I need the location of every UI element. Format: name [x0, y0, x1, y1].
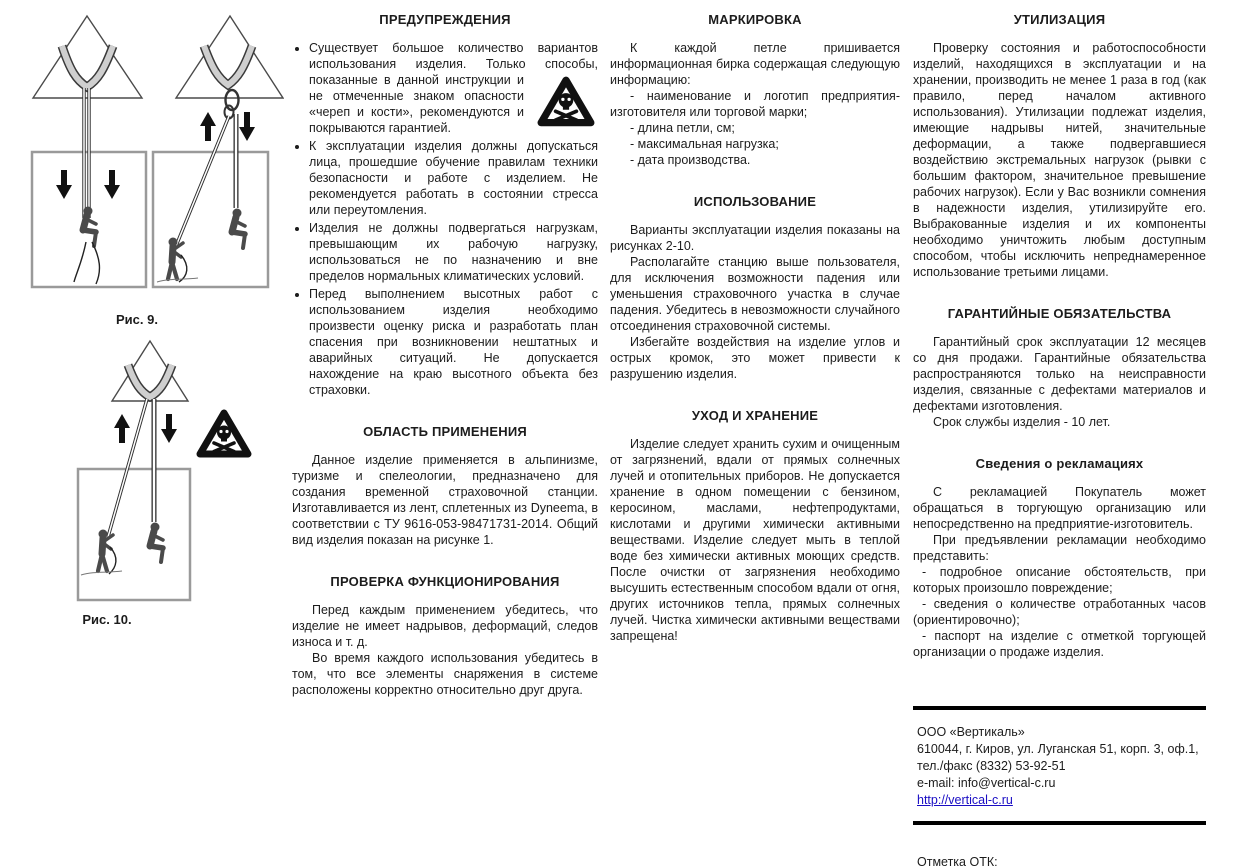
- care-text: Изделие следует хранить сухим и очищенным от загрязнений, вдали от прямых солнечных лучей и отопительных приборов. Не допускается хранение в одном помещении с бензином, керосином, маслами, нефтепродуктами, кислотами и другими химически активными веществами. Изделие следует мыть в теплой воде без химически активных моющих средств. После очистки от загрязнения необходимо высушить естественным способом вдали от огня, других источников тепла, прямых солнечных лучей. Чистка химически активными веществами запрещена!: [610, 437, 900, 643]
- company-email: e-mail: info@vertical-c.ru: [917, 776, 1056, 790]
- application-section: [292, 424, 598, 548]
- down-arrow-icon: [161, 414, 177, 443]
- function-check-text: Перед каждым применением убедитесь, что изделие не имеет надрывов, деформаций, следов износа и т. д.: [292, 603, 598, 649]
- warnings-list: [292, 40, 598, 398]
- disposal-text: Проверку состояния и работоспособности изделий, находящихся в эксплуатации и на хранении, производить не менее 1 раза в год (как правило, перед началом активного использования). Утилизации подлежат изделия, имеющие надрывы нитей, значительные деформации, а также подвергавшиеся воздействию экстремальных нагрузок (рывки с большим фактором, значительное превышение рабочих нагрузок). Если у Вас возникли сомнения в надежности изделия, утилизируйте его. Выбракованные изделия и их компоненты необходимо уничтожить любым доступным способом, чтобы исключить непреднамеренное использование третьими лицами.: [913, 41, 1206, 279]
- down-arrow-icon: [239, 112, 255, 141]
- function-check-text: Во время каждого использования убедитесь в том, что все элементы снаряжения в системе расположены корректно относительно друг друга.: [292, 651, 598, 697]
- claims-text: С рекламацией Покупатель может обращаться в торгующую организацию или непосредственно на предприятие-изготовитель.: [913, 485, 1206, 531]
- company-name: ООО «Вертикаль»: [917, 725, 1025, 739]
- figure-9-illustration: [18, 8, 284, 303]
- marking-item: - наименование и логотип предприятия-изготовителя или торговой марки;: [610, 89, 900, 119]
- skull-crossbones-icon: [534, 74, 598, 132]
- application-text: Данное изделие применяется в альпинизме, туризме и спелеологии, предназначено для создания временной страховочной станции. Изготавливается из лент, сплетенных из Dyneema, в соответствии с ТУ 9616-053-98471731-2014. Общий вид изделия показан на рисунке 1.: [292, 453, 598, 547]
- figure-9: [18, 8, 286, 327]
- warranty-section: [913, 306, 1206, 430]
- function-check-heading: ПРОВЕРКА ФУНКЦИОНИРОВАНИЯ: [330, 574, 560, 589]
- disposal-column: [913, 8, 1206, 866]
- divider-rule-bottom: [913, 821, 1206, 825]
- warnings-heading: ПРЕДУПРЕЖДЕНИЯ: [379, 12, 511, 27]
- application-heading: ОБЛАСТЬ ПРИМЕНЕНИЯ: [363, 424, 527, 439]
- figure-10: [18, 337, 286, 627]
- marking-intro: К каждой петле пришивается информационная бирка содержащая следующую информацию:: [610, 41, 900, 87]
- up-arrow-icon: [114, 414, 130, 443]
- disposal-heading: УТИЛИЗАЦИЯ: [1013, 12, 1106, 27]
- warranty-text: Гарантийный срок эксплуатации 12 месяцев со дня продажи. Гарантийные обязательства распространяются только на неисправности изделия, связанные с дефектами материалов и дефектами изготовления.: [913, 335, 1206, 413]
- claims-section: [913, 456, 1206, 660]
- skull-crossbones-icon: [200, 413, 248, 454]
- claims-heading: Сведения о рекламациях: [975, 456, 1144, 471]
- marking-item: - длина петли, см;: [630, 121, 735, 135]
- claims-item: - сведения о количестве отработанных часов (ориентировочно);: [913, 597, 1206, 627]
- warranty-service-life: Срок службы изделия - 10 лет.: [933, 415, 1111, 429]
- company-phone: тел./факс (8332) 53-92-51: [917, 759, 1066, 773]
- company-address: 610044, г. Киров, ул. Луганская 51, корп. 3, оф.1,: [917, 742, 1199, 756]
- figure-9-caption: Рис. 9.: [116, 312, 158, 327]
- up-arrow-icon: [200, 112, 216, 141]
- care-heading: УХОД И ХРАНЕНИЕ: [691, 408, 819, 423]
- function-check-section: [292, 574, 598, 698]
- warnings-column: [292, 8, 598, 698]
- contact-block: [913, 706, 1206, 825]
- marking-item: - дата производства.: [630, 153, 751, 167]
- claims-item: - подробное описание обстоятельств, при которых произошло повреждение;: [913, 565, 1206, 595]
- website-link[interactable]: http://vertical-c.ru: [917, 793, 1013, 807]
- figure-10-illustration: [18, 337, 284, 605]
- care-section: [610, 408, 900, 644]
- figure-10-caption: Рис. 10.: [82, 612, 132, 627]
- marking-column: [610, 8, 900, 644]
- usage-text: Располагайте станцию выше пользователя, для исключения возможности падения или уменьшения страховочного участка в случае падения. Убедитесь в невозможности случайного отсоединения страховочной системы.: [610, 255, 900, 333]
- claims-item: - паспорт на изделие с отметкой торгующей организации о продаже изделия.: [913, 629, 1206, 659]
- usage-text: Варианты эксплуатации изделия показаны на рисунках 2-10.: [610, 223, 900, 253]
- warning-item: • Существует большое количество вариантов использования изделия. Только способы, показанные в данной инструкции и не отмеченные знаком опасности «череп и кости», рекомендуются и покрываются гарантией.: [309, 40, 598, 136]
- warning-item: • К эксплуатации изделия должны допускаться лица, прошедшие обучение правилам техники безопасности и работе с изделием. Не рекомендуется работать в состоянии стресса или переутомления.: [309, 138, 598, 218]
- warning-item: • Перед выполнением высотных работ с использованием изделия необходимо произвести оценку риска и разработать план спасения при возникновении нештатных и аварийных ситуаций. Не допускается нахождение на краю высотного объекта без страховки.: [309, 286, 598, 398]
- usage-section: [610, 194, 900, 382]
- figures-column: [18, 8, 286, 627]
- usage-text: Избегайте воздействия на изделие углов и острых кромок, это может привести к разрушению изделия.: [610, 335, 900, 381]
- warning-item: • Изделия не должны подвергаться нагрузкам, превышающим их рабочую нагрузку, использоваться не по назначению и вне пределов нормальных климатических условий.: [309, 220, 598, 284]
- marking-heading: МАРКИРОВКА: [708, 12, 802, 27]
- marking-item: - максимальная нагрузка;: [630, 137, 779, 151]
- usage-heading: ИСПОЛЬЗОВАНИЕ: [693, 194, 817, 209]
- warranty-heading: ГАРАНТИЙНЫЕ ОБЯЗАТЕЛЬСТВА: [947, 306, 1172, 321]
- claims-text: При предъявлении рекламации необходимо представить:: [913, 533, 1206, 563]
- qc-mark-label: Отметка ОТК:: [917, 855, 998, 866]
